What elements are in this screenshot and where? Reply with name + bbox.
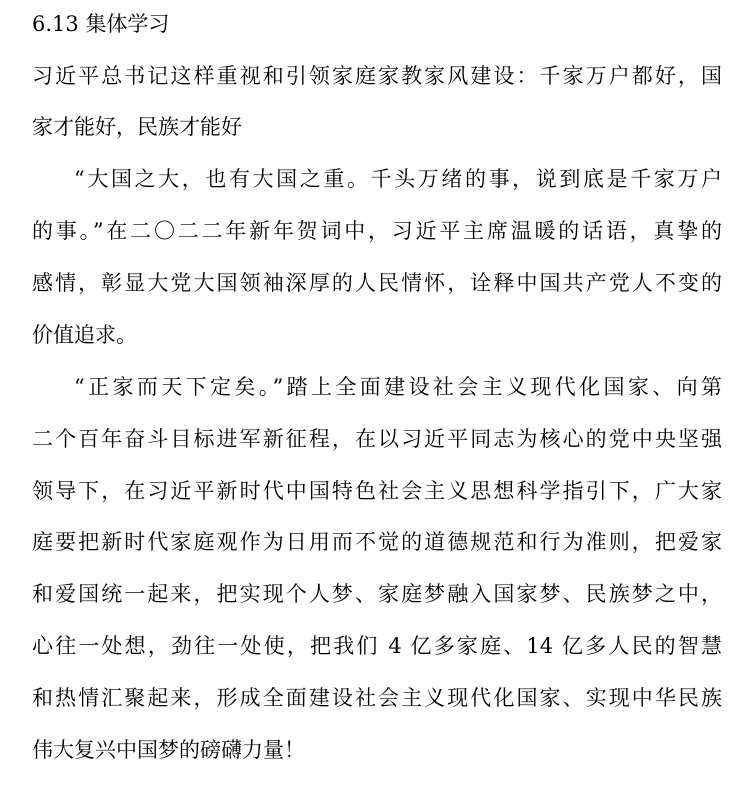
paragraph-1-line-2: 的事。”在二〇二二年新年贺词中，习近平主席温暖的话语，真挚的 xyxy=(32,219,722,243)
headline-line-1: 习近平总书记这样重视和引领家庭家教家风建设：千家万户都好，国 xyxy=(32,64,722,88)
headline-line-2: 家才能好，民族才能好 xyxy=(32,115,242,139)
paragraph-2-line-3: 领导下，在习近平新时代中国特色社会主义思想科学指引下，广大家 xyxy=(32,479,722,503)
paragraph-2-line-7: 和热情汇聚起来，形成全面建设社会主义现代化国家、实现中华民族 xyxy=(32,686,722,710)
paragraph-2-line-8: 伟大复兴中国梦的磅礴力量！ xyxy=(32,738,305,762)
paragraph-1-line-1: “大国之大，也有大国之重。千头万绪的事，说到底是千家万户 xyxy=(74,167,722,191)
paragraph-2-line-1: “正家而天下定矣。”踏上全面建设社会主义现代化国家、向第 xyxy=(74,375,722,399)
paragraph-2-line-5: 和爱国统一起来，把实现个人梦、家庭梦融入国家梦、民族梦之中， xyxy=(32,582,722,606)
paragraph-1-line-3: 感情，彰显大党大国领袖深厚的人民情怀，诠释中国共产党人不变的 xyxy=(32,271,722,295)
paragraph-2-line-4: 庭要把新时代家庭观作为日用而不觉的道德规范和行为准则，把爱家 xyxy=(32,530,722,554)
paragraph-1-line-4: 价值追求。 xyxy=(32,323,137,347)
paragraph-2-line-2: 二个百年奋斗目标进军新征程，在以习近平同志为核心的党中央坚强 xyxy=(32,427,722,451)
section-title: 6.13 集体学习 xyxy=(32,12,170,36)
paragraph-2-line-6: 心往一处想，劲往一处使，把我们 4 亿多家庭、14 亿多人民的智慧 xyxy=(32,634,722,658)
